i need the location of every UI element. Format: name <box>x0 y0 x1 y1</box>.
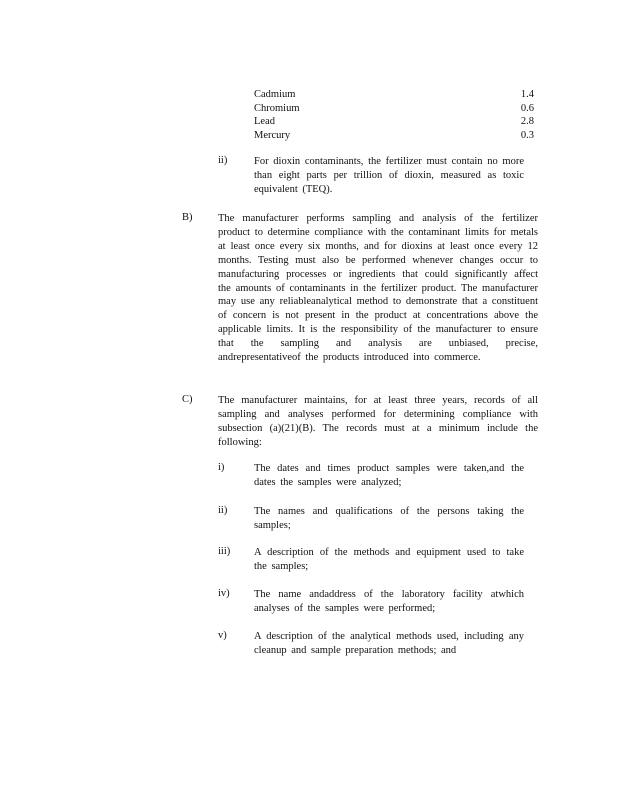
metal-row <box>254 129 534 143</box>
record-marker: iii) <box>218 546 231 557</box>
metal-row <box>254 88 534 102</box>
section-c-marker: C) <box>182 394 193 405</box>
record-marker: ii) <box>218 505 228 516</box>
record-item: A description of the methods and equipment used to take the samples; <box>254 547 524 572</box>
section-c-paragraph: The manufacturer maintains, for at least three years, records of all sampling and analyses performed for determining compliance with subsection (a)(21)(B). The records must at a minimum include the following: <box>218 395 538 448</box>
metal-row <box>254 102 534 116</box>
record-item: The dates and times product samples were taken,and the dates the samples were analyzed; <box>254 463 524 488</box>
record-marker: i) <box>218 462 225 473</box>
record-item: A description of the analytical methods used, including any cleanup and sample preparation methods; and <box>254 631 524 656</box>
dioxin-paragraph: For dioxin contaminants, the fertilizer must contain no more than eight parts per trillion of dioxin, measured as toxic equivalent (TEQ). <box>254 156 524 195</box>
metal-value: 2.8 <box>520 116 534 127</box>
metal-value: 1.4 <box>520 89 534 100</box>
metal-row <box>254 115 534 129</box>
metal-value: 0.3 <box>520 129 534 141</box>
record-marker: iv) <box>218 588 230 599</box>
metal-name: Chromium <box>254 102 300 114</box>
metal-value: 0.6 <box>520 102 534 114</box>
metal-name: Lead <box>254 116 275 127</box>
record-item: The name andaddress of the laboratory facility atwhich analyses of the samples were performed; <box>254 589 524 614</box>
metal-name: Mercury <box>254 129 291 141</box>
section-b-marker: B) <box>182 212 193 223</box>
metals-table <box>254 88 534 142</box>
section-b-paragraph: The manufacturer performs sampling and analysis of the fertilizer product to determine compliance with the contaminant limits for metals at least once every six months, and for dioxins at least once every 12 months. Testing must also be performed whenever changes occur to manufacturing processes or ingredients that could significantly affect the amounts of contaminants in the fertilizer product. The manufacturer may use any reliableanalytical method to demonstrate that a constituent of concern is not present in the product at concentrations above the applicable limits. It is the responsibility of the manufacturer to ensure that the sampling and analysis are unbiased, precise, andrepresentativeof the products introduced into commerce. <box>218 213 538 364</box>
metal-name: Cadmium <box>254 89 296 100</box>
record-marker: v) <box>218 630 227 641</box>
item-marker: ii) <box>218 155 228 166</box>
record-item: The names and qualifications of the persons taking the samples; <box>254 506 524 531</box>
